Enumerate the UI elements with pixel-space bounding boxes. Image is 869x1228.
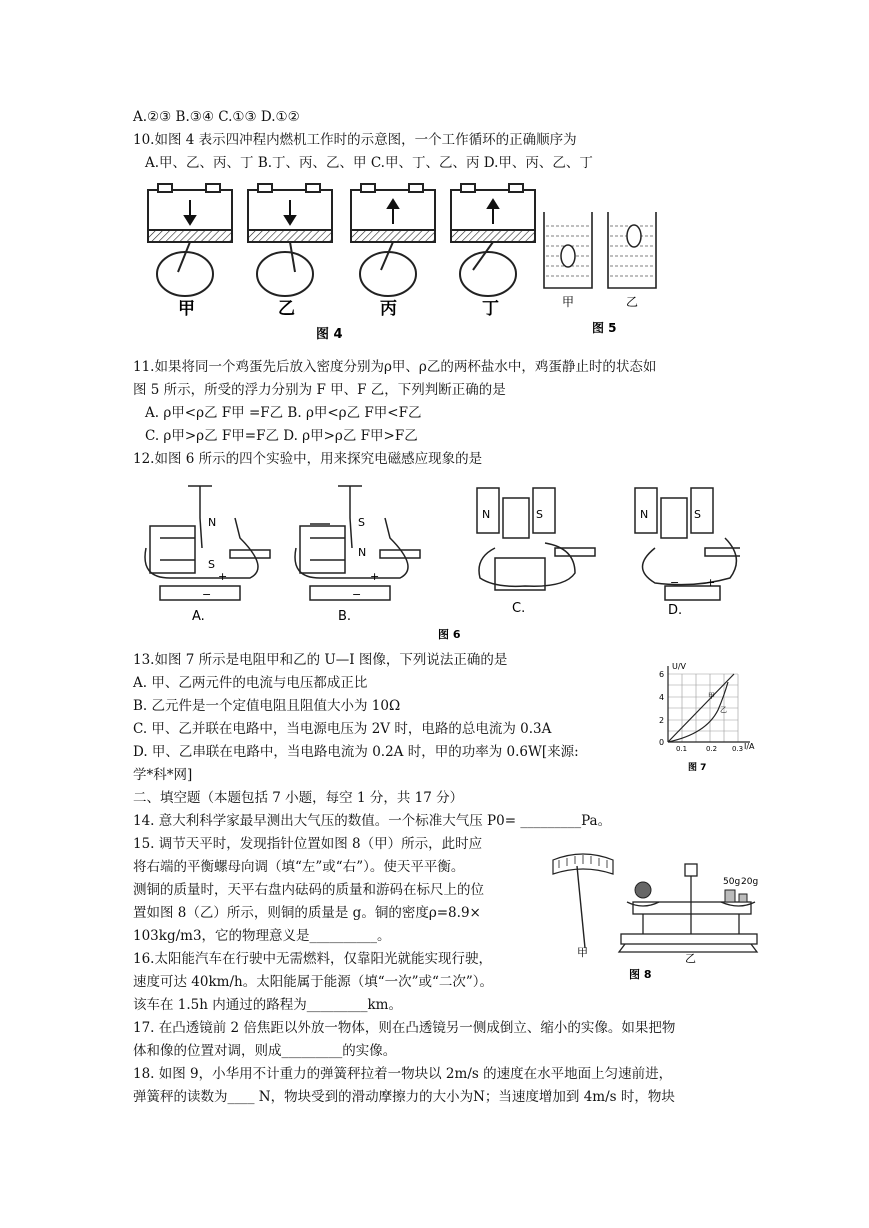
svg-text:U/V: U/V [672, 662, 687, 671]
figure-7-ui-graph [648, 660, 768, 775]
fig6-caption: 图 6 [438, 628, 461, 641]
figure-6-experiments [140, 478, 740, 648]
svg-text:20g: 20g [741, 877, 759, 887]
fig4-label-ding: 丁 [482, 299, 499, 319]
q15-line-1: 15. 调节天平时，发现指针位置如图 8（甲）所示，此时应 [133, 836, 483, 852]
svg-text:N: N [358, 546, 367, 559]
q11-options-cd: C. ρ甲>ρ乙 F甲=F乙 D. ρ甲>ρ乙 F甲>F乙 [145, 428, 418, 444]
q11-stem-2: 图 5 所示，所受的浮力分别为 F 甲、F 乙，下列判断正确的是 [133, 382, 506, 398]
q13-stem: 13.如图 7 所示是电阻甲和乙的 U—I 图像，下列说法正确的是 [133, 652, 508, 668]
svg-text:50g: 50g [723, 877, 741, 887]
q11-stem-1: 11.如果将同一个鸡蛋先后放入密度分别为ρ甲、ρ乙的两杯盐水中，鸡蛋静止时的状态如 [133, 359, 657, 375]
svg-text:S: S [694, 508, 701, 521]
svg-text:N: N [482, 508, 491, 521]
fig8-caption: 图 8 [629, 968, 652, 981]
q14: 14. 意大利科学家最早测出大气压的数值。一个标准大气压 P0= _________Pa。 [133, 813, 612, 829]
q13-source-note: 学*科*网] [133, 767, 193, 783]
fig4-label-jia: 甲 [178, 299, 195, 319]
section-2-heading: 二、填空题（本题包括 7 小题，每空 1 分，共 17 分） [133, 790, 464, 806]
q16-line-2: 速度可达 40km/h。太阳能属于能源（填“一次”或“二次”）。 [133, 974, 494, 990]
fig5-label-jia: 甲 [562, 295, 575, 309]
q13-option-b: B. 乙元件是一个定值电阻且阻值大小为 10Ω [133, 698, 401, 714]
svg-text:N: N [208, 516, 217, 529]
svg-text:6: 6 [659, 670, 665, 679]
q15-line-4: 置如图 8（乙）所示，则铜的质量是 g。铜的密度ρ=8.9× [133, 905, 481, 921]
q10-stem: 10.如图 4 表示四冲程内燃机工作时的示意图，一个工作循环的正确顺序为 [133, 132, 577, 148]
svg-text:0.2: 0.2 [706, 745, 718, 753]
svg-text:0: 0 [659, 738, 665, 747]
svg-text:S: S [536, 508, 543, 521]
fig8-label-yi: 乙 [685, 952, 696, 965]
figure-8-balance [545, 848, 765, 988]
figure-5-beakers [538, 206, 668, 336]
svg-text:+: + [370, 570, 380, 583]
q10-options: A.甲、乙、丙、丁 B.丁、丙、乙、甲 C.甲、丁、乙、丙 D.甲、丙、乙、丁 [145, 155, 593, 171]
svg-text:0.1: 0.1 [676, 745, 688, 753]
fig5-label-yi: 乙 [626, 295, 639, 309]
svg-text:4: 4 [659, 693, 665, 702]
q16-line-3: 该车在 1.5h 内通过的路程为_________km。 [133, 997, 402, 1013]
svg-text:−: − [670, 576, 680, 589]
fig4-label-bing: 丙 [380, 299, 397, 319]
q15-line-3: 测铜的质量时，天平右盘内砝码的质量和游码在标尺上的位 [133, 882, 484, 898]
q15-line-2: 将右端的平衡螺母向调（填“左”或“右”）。使天平平衡。 [133, 859, 465, 875]
svg-text:2: 2 [659, 716, 665, 725]
q18-line-1: 18. 如图 9，小华用不计重力的弹簧秤拉着一物块以 2m/s 的速度在水平地面上匀速前进， [133, 1066, 673, 1082]
svg-text:+: + [218, 570, 228, 583]
svg-text:−: − [352, 588, 362, 601]
q17-line-1: 17. 在凸透镜前 2 倍焦距以外放一物体，则在凸透镜另一侧成倒立、缩小的实像。如果把物 [133, 1020, 676, 1036]
svg-text:乙: 乙 [720, 706, 727, 714]
svg-text:−: − [202, 588, 212, 601]
q17-line-2: 体和像的位置对调，则成_________的实像。 [133, 1043, 397, 1059]
svg-text:+: + [706, 576, 716, 589]
fig5-caption: 图 5 [592, 321, 617, 335]
q12-stem: 12.如图 6 所示的四个实验中，用来探究电磁感应现象的是 [133, 451, 483, 467]
q13-option-a: A. 甲、乙两元件的电流与电压都成正比 [133, 675, 368, 691]
fig6-label-b: B. [338, 609, 352, 624]
q9-options: A.②③ B.③④ C.①③ D.①② [133, 109, 300, 125]
fig6-label-a: A. [192, 609, 205, 624]
fig6-label-c: C. [512, 601, 526, 616]
svg-text:S: S [208, 558, 215, 571]
figure-4-engine-strokes [140, 182, 540, 342]
q13-option-c: C. 甲、乙并联在电路中，当电源电压为 2V 时，电路的总电流为 0.3A [133, 721, 552, 737]
svg-text:甲: 甲 [708, 692, 715, 700]
svg-text:N: N [640, 508, 649, 521]
q11-options-ab: A. ρ甲<ρ乙 F甲 =F乙 B. ρ甲<ρ乙 F甲<F乙 [145, 405, 422, 421]
q15-line-5: 103kg/m3，它的物理意义是__________。 [133, 928, 391, 944]
q18-line-2: 弹簧秤的读数为____ N，物块受到的滑动摩擦力的大小为N；当速度增加到 4m/s 时，物块 [133, 1089, 675, 1105]
fig7-caption: 图 7 [688, 763, 707, 773]
q16-line-1: 16.太阳能汽车在行驶中无需燃料，仅靠阳光就能实现行驶， [133, 951, 492, 967]
svg-text:I/A: I/A [744, 742, 755, 751]
fig6-label-d: D. [668, 603, 683, 618]
fig4-caption: 图 4 [316, 327, 343, 342]
q13-option-d: D. 甲、乙串联在电路中，当电路电流为 0.2A 时，甲的功率为 0.6W[来源: [133, 744, 579, 760]
fig4-label-yi: 乙 [278, 299, 295, 319]
svg-text:S: S [358, 516, 365, 529]
svg-text:0.3: 0.3 [732, 745, 744, 753]
fig8-label-jia: 甲 [577, 946, 588, 959]
